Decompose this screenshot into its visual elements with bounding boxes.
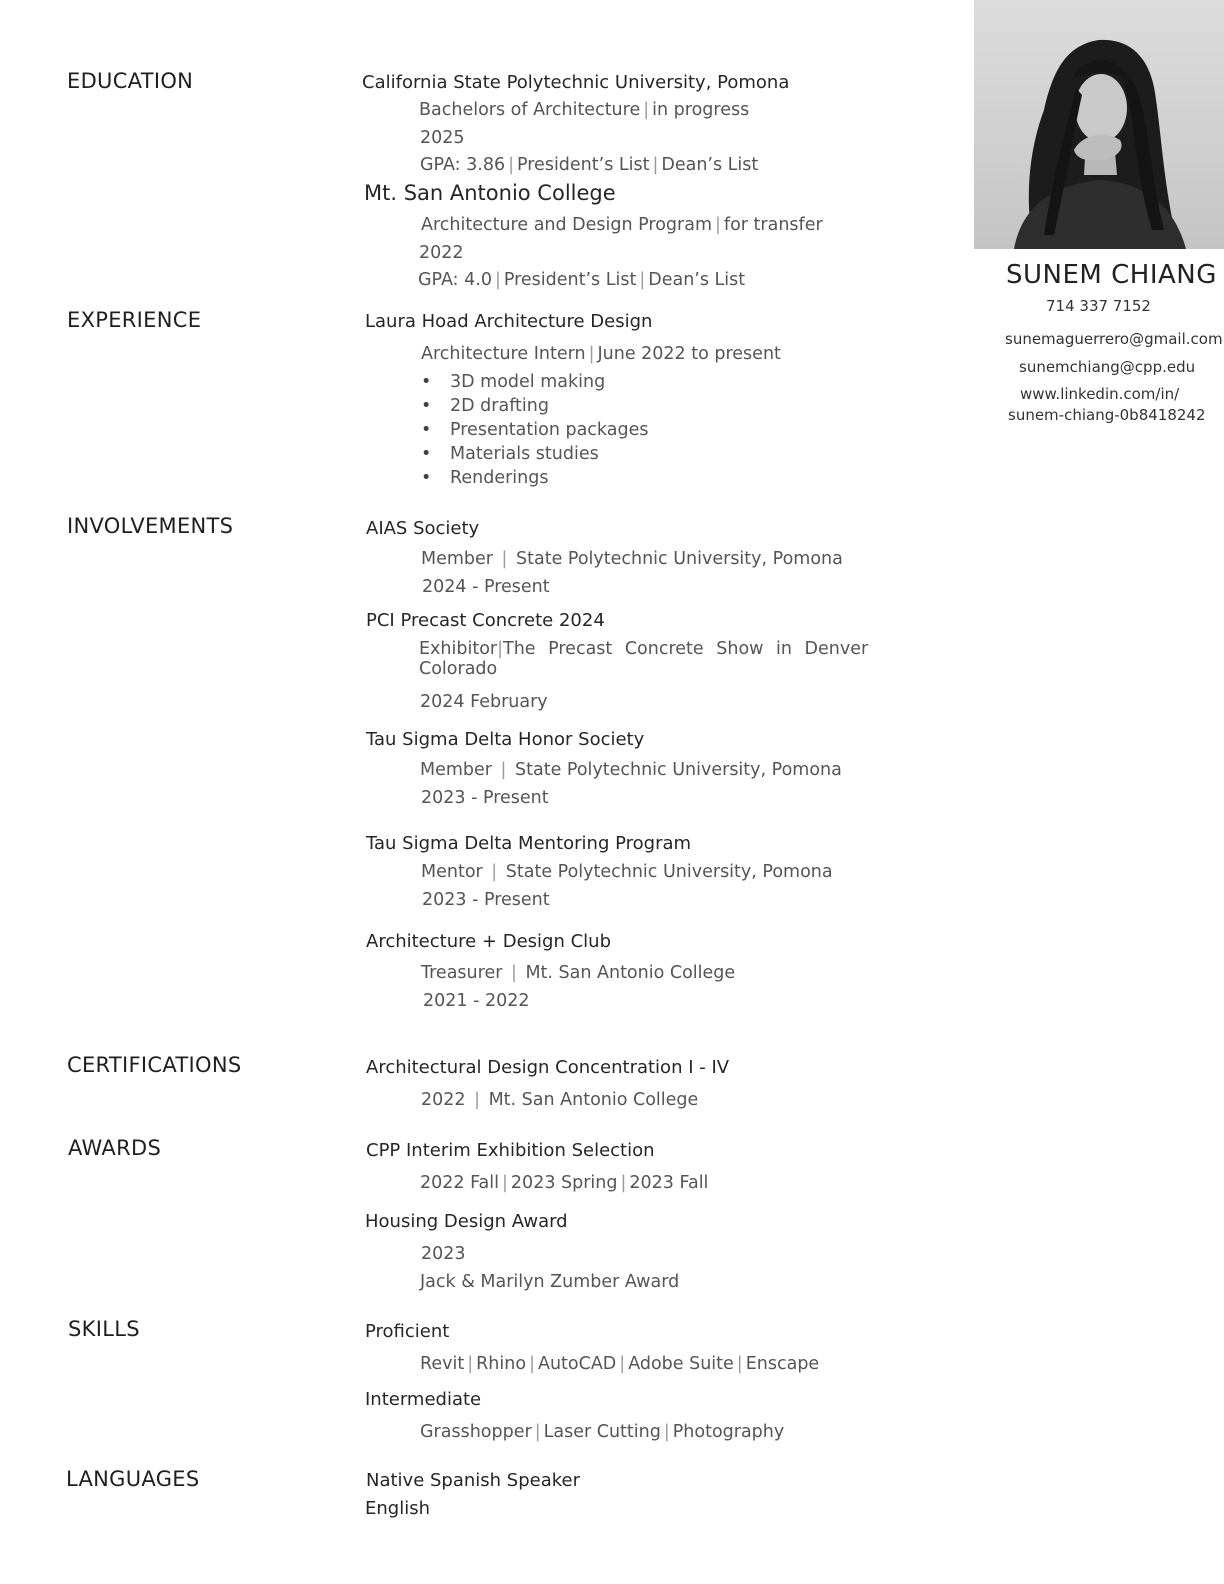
education-honor: President’s List [517, 155, 650, 175]
award-title: CPP Interim Exhibition Selection [366, 1140, 655, 1161]
involvement-dates: 2023 - Present [422, 890, 550, 910]
award-name: Jack & Marilyn Zumber Award [420, 1272, 680, 1292]
skill-item: Laser Cutting [543, 1422, 661, 1442]
award-term: 2023 Spring [510, 1173, 618, 1193]
profile-email-personal[interactable]: sunemaguerrero@gmail.com [1005, 330, 1223, 348]
skill-item: Enscape [745, 1354, 820, 1374]
education-degree: Bachelors of Architecture [419, 100, 641, 120]
certification-year: 2022 [421, 1090, 466, 1110]
education-gpa: GPA: 3.86 [420, 155, 506, 175]
profile-email-school[interactable]: sunemchiang@cpp.edu [1019, 358, 1196, 376]
skill-item: Rhino [476, 1354, 527, 1374]
education-gpa-line: GPA: 3.86 | President’s List | Dean’s List [420, 155, 759, 175]
portrait-illustration [974, 0, 1224, 249]
section-heading-awards: AWARDS [68, 1136, 162, 1160]
list-item: • 3D model making [421, 370, 648, 394]
involvement-name: Architecture + Design Club [366, 931, 611, 952]
section-heading-certifications: CERTIFICATIONS [67, 1053, 242, 1077]
education-honor: President’s List [503, 270, 637, 290]
involvement-dates: 2024 February [420, 692, 548, 712]
section-heading-languages: LANGUAGES [66, 1467, 200, 1491]
experience-task-list [421, 370, 648, 490]
involvement-role-line: Treasurer | Mt. San Antonio College [421, 963, 736, 983]
list-item: • Presentation packages [421, 418, 648, 442]
involvement-role: Exhibitor [419, 639, 498, 659]
section-heading-education: EDUCATION [67, 69, 194, 93]
involvement-name: Tau Sigma Delta Honor Society [366, 729, 645, 750]
certification-title: Architectural Design Concentration I - IV [366, 1057, 730, 1078]
experience-dates: June 2022 to present [597, 344, 781, 364]
skill-item: Photography [672, 1422, 785, 1442]
involvement-desc: The Precast Concrete Show in Denver [503, 639, 869, 659]
education-school-cpp: California State Polytechnic University, Pomona [362, 72, 790, 93]
experience-role-line: Architecture Intern | June 2022 to present [421, 344, 781, 364]
section-heading-skills: SKILLS [68, 1317, 140, 1341]
education-gpa: GPA: 4.0 [418, 270, 492, 290]
involvement-role-line: Exhibitor | The Precast Concrete Show in Denver Colorado [419, 639, 869, 679]
profile-photo [974, 0, 1224, 249]
involvement-org: State Polytechnic University, Pomona [516, 549, 843, 569]
list-item: • Materials studies [421, 442, 648, 466]
involvement-org: Mt. San Antonio College [525, 963, 736, 983]
experience-role: Architecture Intern [421, 344, 586, 364]
education-honor: Dean’s List [661, 155, 759, 175]
profile-phone: 714 337 7152 [1046, 297, 1151, 315]
award-terms-line: 2022 Fall | 2023 Spring | 2023 Fall [420, 1173, 709, 1193]
skills-level-label: Intermediate [365, 1389, 482, 1410]
involvement-org: State Polytechnic University, Pomona [505, 862, 833, 882]
section-heading-experience: EXPERIENCE [67, 308, 202, 332]
involvement-role: Member [420, 760, 492, 780]
skills-level-label: Proficient [365, 1321, 450, 1342]
skill-item: AutoCAD [537, 1354, 617, 1374]
involvement-org: State Polytechnic University, Pomona [515, 760, 842, 780]
language-item: Native Spanish Speaker [366, 1470, 581, 1491]
education-program: Architecture and Design Program [421, 215, 713, 235]
involvement-name: Tau Sigma Delta Mentoring Program [366, 833, 692, 854]
award-title: Housing Design Award [365, 1211, 568, 1232]
involvement-dates: 2023 - Present [421, 788, 549, 808]
certification-org: Mt. San Antonio College [488, 1090, 699, 1110]
skill-item: Grasshopper [420, 1422, 532, 1442]
list-item: • 2D drafting [421, 394, 648, 418]
education-status: for transfer [723, 215, 823, 235]
award-term: 2022 Fall [420, 1173, 500, 1193]
skill-item: Revit [420, 1354, 465, 1374]
education-program-line: Architecture and Design Program | for transfer [421, 215, 823, 235]
award-term: 2023 Fall [629, 1173, 709, 1193]
education-status: in progress [652, 100, 750, 120]
award-year: 2023 [421, 1244, 466, 1264]
involvement-role: Mentor [421, 862, 483, 882]
involvement-role: Treasurer [421, 963, 503, 983]
education-school-mtsac: Mt. San Antonio College [364, 181, 616, 205]
involvement-desc: Colorado [419, 659, 498, 679]
skill-item: Adobe Suite [628, 1354, 734, 1374]
involvement-dates: 2024 - Present [422, 577, 550, 597]
education-gpa-line: GPA: 4.0 | President’s List | Dean’s List [418, 270, 746, 290]
skills-intermediate-line: Grasshopper | Laser Cutting | Photography [420, 1422, 785, 1442]
involvement-role-line: Mentor | State Polytechnic University, Pomona [421, 862, 833, 882]
involvement-name: PCI Precast Concrete 2024 [366, 610, 605, 631]
involvement-role-line: Member | State Polytechnic University, Pomona [420, 760, 842, 780]
list-item: • Renderings [421, 466, 648, 490]
certification-detail-line: 2022 | Mt. San Antonio College [421, 1090, 699, 1110]
profile-name: SUNEM CHIANG [1006, 260, 1217, 290]
profile-linkedin-line1[interactable]: www.linkedin.com/in/ [1020, 385, 1180, 403]
skills-proficient-line: Revit | Rhino | AutoCAD | Adobe Suite | Enscape [420, 1354, 820, 1374]
involvement-dates: 2021 - 2022 [423, 991, 530, 1011]
profile-linkedin-line2[interactable]: sunem-chiang-0b8418242 [1008, 406, 1206, 424]
involvement-role-line: Member | State Polytechnic University, Pomona [421, 549, 843, 569]
education-year: 2025 [420, 128, 465, 148]
experience-company: Laura Hoad Architecture Design [365, 311, 653, 332]
involvement-name: AIAS Society [366, 518, 480, 539]
education-honor: Dean’s List [648, 270, 746, 290]
language-item: English [365, 1498, 430, 1519]
education-year: 2022 [419, 243, 464, 263]
involvement-role: Member [421, 549, 493, 569]
section-heading-involvements: INVOLVEMENTS [67, 514, 234, 538]
education-degree-line: Bachelors of Architecture | in progress [419, 100, 750, 120]
